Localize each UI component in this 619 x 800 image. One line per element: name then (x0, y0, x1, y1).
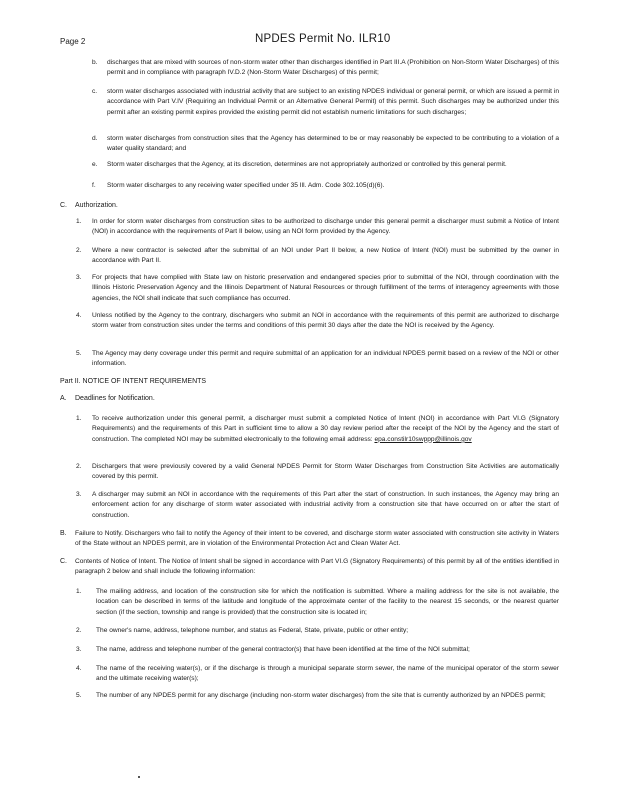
item-label: 3. (76, 274, 82, 281)
section-paragraph: Failure to Notify. Dischargers who fail to notify the Agency of their intent to be covered, and discharge storm water associated with construction site activity in Waters of the State without an NPDES permit, are in violation of the Environmental Protection Act and Clean Water Act. (75, 530, 559, 548)
item-label: d. (92, 135, 98, 142)
part-heading: Part II. NOTICE OF INTENT REQUIREMENTS (60, 378, 207, 385)
list-item: For projects that have complied with State law on historic preservation and endangered species prior to submittal of the NOI, through coordination with the Illinois Historic Preservation Agency and the Illinois Department of Natural Resources or through fulfillment of the terms of interagency agreements with those agencies, the NOI shall indicate that such compliance has occurred. (92, 274, 559, 302)
list-item: Storm water discharges to any receiving water specified under 35 Ill. Adm. Code 302.105(d)(6). (107, 182, 385, 189)
list-item: The name of the receiving water(s), or if the discharge is through a municipal separate storm sewer, the name of the municipal operator of the storm sewer and the ultimate receiving water(s); (96, 665, 559, 683)
item-label: e. (92, 161, 98, 168)
item-label: 1. (76, 588, 82, 595)
list-item: In order for storm water discharges from construction sites to be authorized to discharge under this general permit a discharger must submit a Notice of Intent (NOI) in accordance with the requirements of Part II below, using an NOI form provided by the Agency. (92, 218, 559, 236)
item-label: 1. (76, 218, 82, 225)
list-item: storm water discharges from construction sites that the Agency has determined to be or may reasonably be expected to be contributing to a violation of a water quality standard; and (107, 135, 559, 153)
list-item: discharges that are mixed with sources of non-storm water other than discharges identified in Part III.A (Prohibition on Non-Storm Water Discharges) of this permit and in compliance with paragraph IV.D.2 (Non-Storm Water Discharges) of this permit; (107, 59, 559, 77)
list-item: Dischargers that were previously covered by a valid General NPDES Permit for Storm Water Discharges from Construction Site Activities are automatically covered by this permit. (92, 463, 559, 481)
list-item: The owner's name, address, telephone number, and status as Federal, State, private, public or other entity; (96, 627, 409, 634)
item-label: 5. (76, 692, 82, 699)
item-label: 1. (76, 415, 82, 422)
item-label: 3. (76, 646, 82, 653)
item-label: 2. (76, 627, 82, 634)
list-item: Unless notified by the Agency to the contrary, dischargers who submit an NOI in accordance with the requirements of this permit are authorized to discharge storm water from construction sites under the terms and conditions of this permit 30 days after the date the NOI is received by the Agency. (92, 312, 559, 330)
list-item: The Agency may deny coverage under this permit and require submittal of an application for an individual NPDES permit based on a review of the NOI or other information. (92, 350, 559, 368)
section-label: C. (60, 558, 67, 565)
page-title: NPDES Permit No. ILR10 (255, 33, 391, 45)
list-item: The mailing address, and location of the construction site for which the notification is submitted. Where a mailing address for the site is not available, the location can be described in terms of the latitude and longitude of the approximate center of the facility to the nearest 15 seconds, or the nearest quarter section (if the section, township and range is provided) that the construction site is located in; (96, 588, 559, 616)
section-label: C. (60, 202, 67, 209)
item-label: 3. (76, 491, 82, 498)
list-item (92, 414, 559, 445)
item-label: 4. (76, 312, 82, 319)
item-label: 5. (76, 350, 82, 357)
email-link[interactable]: epa.constilr10swppp@illinois.gov (374, 435, 472, 443)
item-label: 2. (76, 247, 82, 254)
list-item: storm water discharges associated with industrial activity that are subject to an existing NPDES individual or general permit, or which are issued a permit in accordance with Part V.IV (Requiring an Individual Permit or an Alternative General Permit) of this permit. Such discharges may be authorized under this permit after an existing permit expires provided the existing permit did not establish numeric limitations for such discharges; (107, 88, 559, 116)
list-item: The name, address and telephone number of the general contractor(s) that have been identified at the time of the NOI submittal; (96, 646, 470, 653)
item-label: f. (92, 182, 96, 189)
item-label: 4. (76, 665, 82, 672)
item-text: To receive authorization under this general permit, a discharger must submit a completed Notice of Intent (NOI) in accordance with Part VI.G (Signatory Requirements) and the requirements of this Part in sufficient time to allow a 30 day review period after the receipt of the NOI by the Agency and the start of construction. The completed NOI may be submitted electronically to the following email address: (92, 415, 559, 443)
section-label: B. (60, 530, 67, 537)
item-label: c. (92, 88, 98, 95)
section-heading: Authorization. (75, 202, 118, 209)
list-item: A discharger may submit an NOI in accordance with the requirements of this Part after the start of construction. In such instances, the Agency may bring an enforcement action for any discharge of storm water associated with industrial activity from a construction site that have occurred on or after the start of construction. (92, 491, 559, 519)
list-item: Where a new contractor is selected after the submittal of an NOI under Part II below, a new Notice of Intent (NOI) must be submitted by the owner in accordance with Part II. (92, 247, 559, 265)
section-label: A. (60, 395, 67, 402)
list-item: The number of any NPDES permit for any discharge (including non-storm water discharges) from the site that is currently authorized by an NPDES permit; (96, 692, 546, 699)
section-heading: Deadlines for Notification. (75, 395, 155, 402)
page-number: Page 2 (60, 37, 86, 46)
list-item: Storm water discharges that the Agency, at its discretion, determines are not appropriately authorized or controlled by this general permit. (107, 161, 507, 168)
item-label: b. (92, 59, 98, 66)
section-paragraph: Contents of Notice of Intent. The Notice of Intent shall be signed in accordance with Part VI.G (Signatory Requirements) of this permit by all of the entities identified in paragraph 2 below and shall include the following information: (75, 558, 559, 576)
scan-speck (138, 776, 140, 778)
item-label: 2. (76, 463, 82, 470)
